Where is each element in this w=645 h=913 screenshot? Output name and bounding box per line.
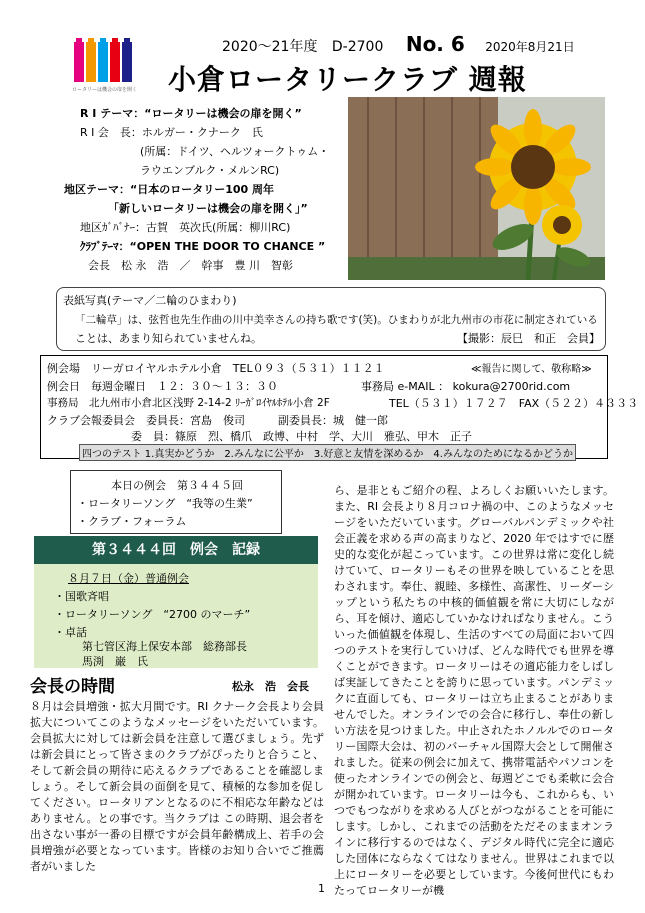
today-meeting-box bbox=[70, 470, 282, 534]
president-name: 松永 浩 会長 bbox=[232, 680, 309, 693]
rotary-theme-logo bbox=[72, 36, 134, 84]
president-text-left: ８月は会員増強・拡大月間です。RI クナーク会長より会員拡大についてこのようなメッセージをいただいています。会員拡大に対しては新会員を注意して選びましょう。先ずは新会員にとって皆さまのクラブがぴったりと合うこと、そして新会員の期待に応えるクラブであることを確認しましょう。そして新会員の面倒を見て、積極的な参加を促してください。ロータリアンとなるのに不相応な年齢などはありません。との事です。当クラブは この時期、退会者を出さない事が一番の目標ですが会員年齢構成上、若手の会員増強が必要となっています。皆様のお知り合いでご推薦者がいました bbox=[30, 700, 324, 873]
caption-title: 表紙写真(テーマ／二輪のひまわり) bbox=[63, 294, 237, 307]
page-title: 小倉ロータリークラブ 週報 bbox=[168, 63, 527, 96]
district-label: D-2700 bbox=[331, 39, 384, 55]
record-date: ８月７日（金）普通例会 bbox=[68, 572, 189, 585]
cover-caption-box bbox=[56, 287, 606, 351]
club-theme: ｸﾗﾌﾞﾃｰﾏ：“OPEN THE DOOR TO CHANCE ” bbox=[80, 240, 326, 253]
info-office: 事務局 北九州市小倉北区浅野 2-14-2 ﾘｰｶﾞﾛｲﾔﾙﾎﾃﾙ小倉 2F bbox=[47, 397, 330, 409]
district-theme-2: 「新しいロータリーは機会の扉を開く」” bbox=[108, 202, 308, 215]
today-item-1: ・ロータリーソング “我等の生業” bbox=[77, 497, 253, 510]
meeting-record-header: 第３４４４回 例会 記録 bbox=[34, 536, 318, 564]
ri-president: R I 会 長：ホルガー・クナーク 氏 bbox=[80, 126, 263, 139]
president-heading: 会長の時間 bbox=[30, 677, 115, 697]
district-governor: 地区ｶﾞﾊﾞﾅｰ：古賀 英次氏(所属：柳川RC) bbox=[80, 221, 291, 234]
record-speaker-name: 馬渕 巌 氏 bbox=[82, 655, 148, 668]
club-officers: 会長 松 永 浩 ／ 幹事 豊 川 智彰 bbox=[88, 259, 293, 272]
info-tel-fax: TEL（５３１）１７２７ FAX（５２２）４３３３ bbox=[389, 397, 639, 410]
info-venue: 例会場 リーガロイヤルホテル小倉 TEL０９３（５３１）１１２１ bbox=[47, 362, 385, 375]
themes-block bbox=[64, 104, 348, 275]
today-item-2: ・クラブ・フォーラム bbox=[77, 515, 187, 528]
caption-credit: 【撮影：辰巳 和正 会員】 bbox=[457, 332, 600, 345]
ri-theme: R I テーマ：“ロータリーは機会の扉を開く” bbox=[80, 107, 302, 120]
issue-header bbox=[222, 32, 575, 56]
ri-affiliation-2: ラウエンブルク・メルンRC) bbox=[140, 164, 280, 177]
logo-caption: ロータリーは機会の扉を開く bbox=[72, 87, 138, 93]
page-number: 1 bbox=[318, 882, 325, 895]
info-notice: ≪報告に関して、敬称略≫ bbox=[471, 364, 592, 375]
year-label: 2020～21年度 bbox=[222, 39, 318, 55]
info-meeting-day: 例会日 毎週金曜日 １２：３０～１３：３０ bbox=[47, 380, 278, 393]
club-info-box bbox=[40, 355, 639, 460]
record-item-3: ・卓話 bbox=[54, 626, 87, 639]
four-way-test: 四つのテスト 1.真実かどうか 2.みんなに公平か 3.好意と友情を深めるか 4.みんなのためになるかどうか bbox=[79, 444, 576, 461]
district-theme-1: 地区テーマ：“日本のロータリー100 周年 bbox=[64, 183, 275, 196]
sunflower-photo bbox=[348, 97, 605, 280]
meeting-record-body bbox=[34, 564, 318, 668]
info-email: 事務局 e-MAIL ： kokura@2700rid.com bbox=[361, 380, 571, 393]
issue-date: 2020年8月21日 bbox=[485, 40, 575, 54]
caption-text-1: 「二輪草」は、弦哲也先生作曲の川中美幸さんの持ち歌です(笑)。ひまわりが北九州市の市花に制定されている bbox=[75, 314, 598, 326]
info-committee: クラブ会報委員会 委員長：宮島 俊司 副委員長：城 健一郎 bbox=[47, 414, 388, 427]
today-title: 本日の例会 第３４４５回 bbox=[111, 479, 243, 492]
record-item-2: ・ロータリーソング “2700 のマーチ” bbox=[54, 608, 251, 621]
record-speaker-title: 第七管区海上保安本部 総務部長 bbox=[82, 640, 247, 653]
record-item-1: ・国歌斉唱 bbox=[54, 590, 109, 603]
caption-text-2: ことは、あまり知られていませんね。 bbox=[75, 332, 262, 345]
president-text-right: ら、是非ともご紹介の程、よろしくお願いいたします。また、RI 会長より８月コロナ禍の中、このようなメッセージをいただいています。グローバルパンデミックや社会正義を求める声の高まりなど、2020 年ではすでに歴史的な変化が起こっています。この世界は常に変化し続けていて、ロータリーもその世界を映していることを思わされます。奉仕、親睦、多様性、高潔性、リーダーシップという私たちの中核的価値観を常に大切にしながら、耳を傾け、適応していかなければなりません。こういった価値観を体現し、生活のすべての局面において四つのテストを実行していけば、どんな時代でも世界を導くことができます。ロータリーはその適応能力をしばしば実証してきたことを誇りに思っています。パンデミックに直面しても、ロータリーは立ち止まることがありませんでした。オンラインでの会合に移行し、奉仕の新しい方法を見つけました。中止されたホノルルでのロータリー国際大会は、初のバーチャル国際大会として開催されました。従来の例会に加えて、携帯電話やパソコンを使ったオンラインでの例会と、毎週どこでも柔軟に会合が開かれています。ロータリーは今も、これからも、いつでもつながりを求める人びとがつながることを可能にします。しかし、これまでの活動をただそのままオンラインに移行するのではなく、デジタル時代に完全に適応した団体にならなくてはなりません。世界はこれまで以上にロータリーを必要としています。今後何世代にもわたってロータリーが機 bbox=[334, 484, 614, 897]
ri-affiliation-1: (所属：ドイツ、ヘルツォークトゥム・ bbox=[140, 145, 330, 158]
info-committee-members: 委 員：篠原 烈、橋爪 政博、中村 学、大川 雅弘、甲木 正子 bbox=[131, 430, 472, 443]
issue-number: No. 6 bbox=[405, 32, 465, 56]
